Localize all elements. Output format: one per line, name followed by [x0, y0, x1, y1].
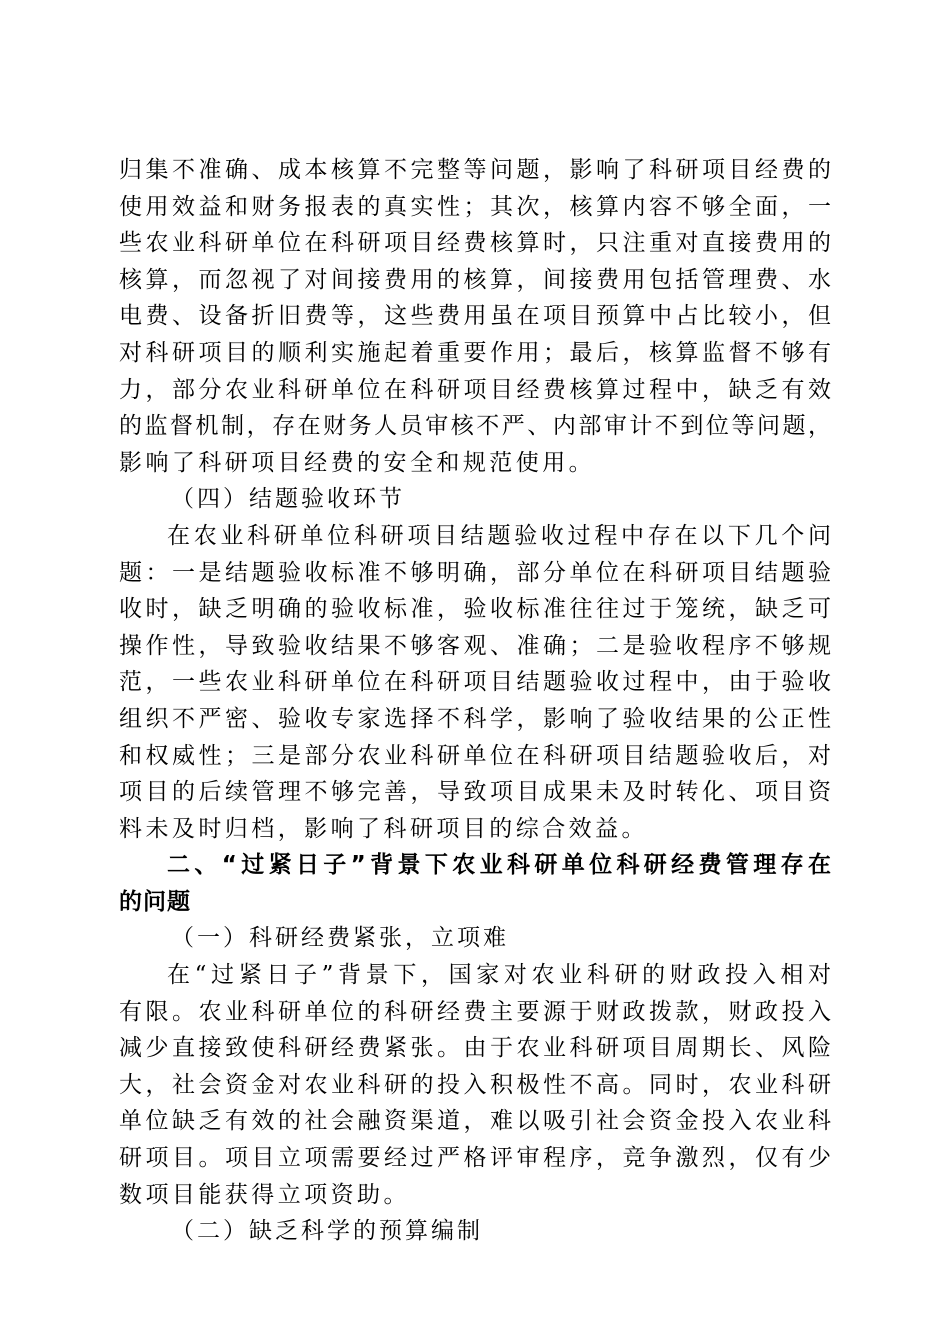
section-heading-1: （一）科研经费紧张，立项难 [171, 925, 509, 952]
paragraph-line: 减少直接致使科研经费紧张。由于农业科研项目周期长、风险 [119, 1035, 831, 1062]
paragraph-line: 数项目能获得立项资助。 [119, 1181, 410, 1208]
paragraph-line: 在农业科研单位科研项目结题验收过程中存在以下几个问 [167, 522, 831, 549]
document-page [119, 152, 831, 1250]
paragraph-line: 题：一是结题验收标准不够明确，部分单位在科研项目结题验 [119, 559, 831, 586]
paragraph-line: 力，部分农业科研单位在科研项目经费核算过程中，缺乏有效 [119, 376, 831, 403]
paragraph-line: 核算，而忽视了对间接费用的核算，间接费用包括管理费、水 [119, 266, 831, 293]
paragraph-line: 组织不严密、验收专家选择不科学，影响了验收结果的公正性 [119, 705, 831, 732]
paragraph-line: 归集不准确、成本核算不完整等问题，影响了科研项目经费的 [119, 157, 831, 183]
paragraph-line: 有限。农业科研单位的科研经费主要源于财政拨款，财政投入 [119, 998, 831, 1025]
section-heading-2: （二）缺乏科学的预算编制 [171, 1218, 483, 1245]
paragraph-line: 收时，缺乏明确的验收标准，验收标准往往过于笼统，缺乏可 [119, 596, 831, 623]
paragraph-line: 对科研项目的顺利实施起着重要作用；最后，核算监督不够有 [119, 339, 831, 366]
paragraph-line: 电费、设备折旧费等，这些费用虽在项目预算中占比较小，但 [119, 303, 831, 330]
paragraph-line: 范，一些农业科研单位在科研项目结题验收过程中，由于验收 [119, 669, 831, 696]
paragraph-line: 的监督机制，存在财务人员审核不严、内部审计不到位等问题， [119, 413, 831, 440]
chapter-heading-2: 二、“过紧日子”背景下农业科研单位科研经费管理存在 [167, 852, 831, 879]
paragraph-line: 和权威性；三是部分农业科研单位在科研项目结题验收后，对 [119, 742, 831, 769]
paragraph-line: 使用效益和财务报表的真实性；其次，核算内容不够全面，一 [119, 193, 831, 220]
paragraph-line: 影响了科研项目经费的安全和规范使用。 [119, 449, 596, 476]
paragraph-line: 操作性，导致验收结果不够客观、准确；二是验收程序不够规 [119, 632, 831, 659]
paragraph-line: 项目的后续管理不够完善，导致项目成果未及时转化、项目资 [119, 779, 831, 806]
paragraph-line: 研项目。项目立项需要经过严格评审程序，竞争激烈，仅有少 [119, 1145, 831, 1172]
paragraph-line: 在“过紧日子”背景下，国家对农业科研的财政投入相对 [167, 962, 831, 989]
paragraph-line: 大，社会资金对农业科研的投入积极性不高。同时，农业科研 [119, 1071, 831, 1098]
paragraph-line: 料未及时归档，影响了科研项目的综合效益。 [119, 815, 648, 842]
paragraph-line: 单位缺乏有效的社会融资渠道，难以吸引社会资金投入农业科 [119, 1108, 831, 1135]
chapter-heading-2-continued: 的问题 [119, 888, 191, 915]
paragraph-line: 些农业科研单位在科研项目经费核算时，只注重对直接费用的 [119, 230, 831, 257]
section-heading-4: （四）结题验收环节 [171, 486, 405, 513]
